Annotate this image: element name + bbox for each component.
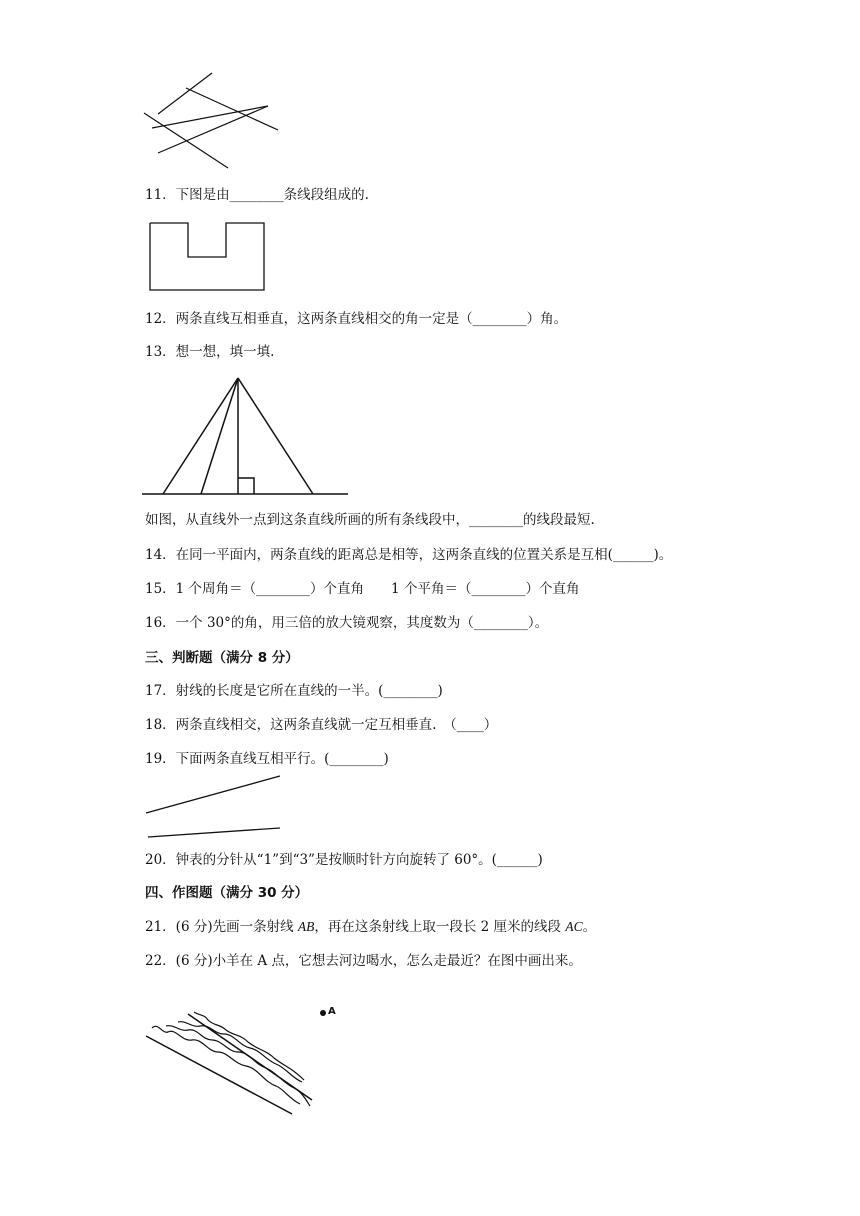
question-21 [145, 918, 596, 936]
question-21-suffix: 。 [582, 919, 597, 935]
question-19: 19．下面两条直线互相平行。(________) [145, 751, 389, 767]
question-22: 22．(6 分)小羊在 A 点，它想去河边喝水，怎么走最近？在图中画出来。 [145, 953, 582, 969]
question-13-caption: 如图，从直线外一点到这条直线所画的所有条线段中，________的线段最短. [145, 512, 595, 528]
notched-rectangle-figure [146, 220, 270, 295]
point-a-label: A [328, 1006, 336, 1017]
river-figure [142, 1002, 342, 1117]
question-15: 15．1 个周角＝（________）个直角 1 个平角＝（________）个直角 [145, 581, 580, 597]
section-3-title: 三、判断题（满分 8 分） [145, 650, 299, 666]
question-11: 11．下图是由________条线段组成的. [145, 187, 369, 203]
question-18: 18．两条直线相交，这两条直线就一定互相垂直. （____） [145, 717, 498, 733]
section-4-title: 四、作图题（满分 30 分） [145, 885, 309, 901]
question-17: 17．射线的长度是它所在直线的一半。(________) [145, 683, 443, 699]
segment-ac-label: AC [565, 919, 583, 934]
question-20: 20．钟表的分针从“1”到“3”是按顺时针方向旋转了 60°。(______) [145, 852, 543, 868]
two-lines-figure [144, 773, 284, 843]
point-a-dot [320, 1010, 326, 1016]
question-12: 12．两条直线互相垂直，这两条直线相交的角一定是（________）角。 [145, 311, 568, 327]
question-14: 14．在同一平面内，两条直线的距离总是相等，这两条直线的位置关系是互相(______)。 [145, 547, 673, 563]
question-21-prefix: 21．(6 分)先画一条射线 [145, 919, 298, 935]
question-16: 16．一个 30°的角，用三倍的放大镜观察，其度数为（________）。 [145, 615, 549, 631]
ray-ab-label: AB [297, 919, 315, 934]
intersecting-lines-figure [140, 68, 285, 176]
question-13: 13．想一想，填一填. [145, 344, 275, 360]
perpendicular-segments-figure [142, 372, 352, 500]
question-21-middle: ，再在这条射线上取一段长 2 厘米的线段 [314, 919, 566, 935]
